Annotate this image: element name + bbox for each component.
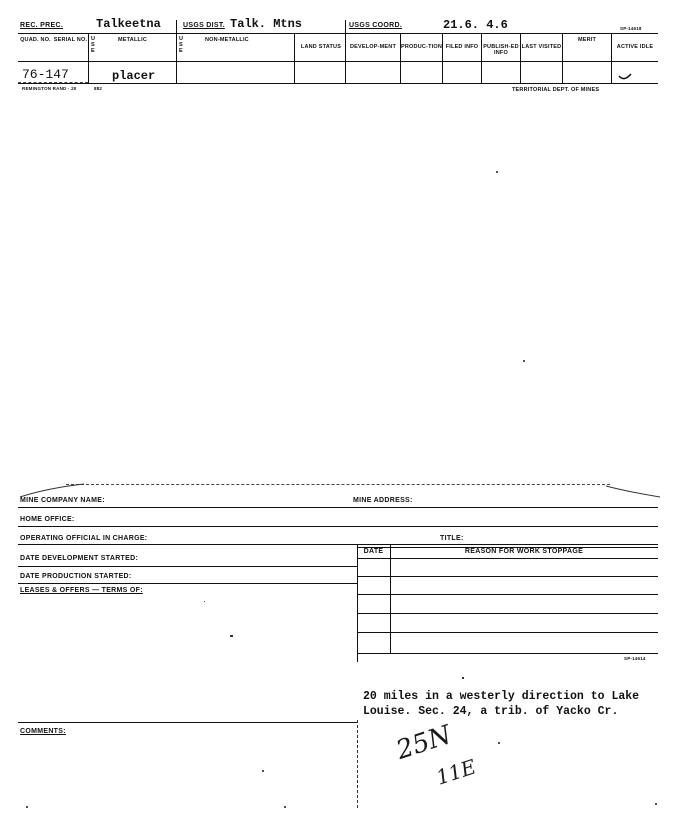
mine-company-name-label: MINE COMPANY NAME:	[20, 497, 105, 504]
quad-serial-value: 76-147	[22, 67, 69, 82]
home-office-label: HOME OFFICE:	[20, 516, 75, 523]
col-land-status: LAND STATUS	[300, 44, 342, 50]
form-code-2: SP-14614	[624, 656, 646, 661]
printer-code: 882	[94, 86, 103, 91]
printer-label: REMINGTON RAND · 20	[22, 86, 77, 91]
col-last-visited: LAST VISITED	[521, 44, 562, 50]
col-quad-no: QUAD. NO.	[20, 37, 51, 43]
check-mark-icon	[616, 68, 646, 82]
metallic-value: placer	[112, 69, 156, 83]
comments-label: COMMENTS:	[20, 728, 66, 735]
col-metallic: METALLIC	[118, 37, 147, 43]
col-development: DEVELOP-MENT	[349, 44, 397, 50]
col-non-metallic: NON-METALLIC	[205, 37, 249, 43]
department-label: TERRITORIAL DEPT. OF MINES	[512, 87, 600, 93]
leases-offers-label: LEASES & OFFERS — TERMS OF:	[20, 587, 143, 594]
date-development-label: DATE DEVELOPMENT STARTED:	[20, 555, 139, 562]
location-description	[363, 689, 639, 719]
usgs-coord-label: USGS COORD.	[349, 22, 403, 29]
reason-col-header: REASON FOR WORK STOPPAGE	[464, 548, 584, 555]
rec-prec-label: REC. PREC.	[20, 22, 64, 29]
title-label: TITLE:	[440, 535, 464, 542]
col-production: PRODUC-TION	[401, 44, 443, 50]
usgs-coord-value: 21.6. 4.6	[443, 18, 508, 32]
operating-official-label: OPERATING OFFICIAL IN CHARGE:	[20, 535, 148, 542]
col-active-idle: ACTIVE IDLE	[616, 44, 654, 50]
col-use-2: U S E	[179, 36, 184, 54]
handwriting-11e: 11E	[433, 754, 479, 790]
torn-edge-right	[604, 484, 664, 500]
location-line-2: Louise. Sec. 24, a trib. of Yacko Cr.	[363, 705, 619, 718]
col-serial-no: SERIAL NO.	[53, 37, 88, 43]
usgs-dist-value: Talk. Mtns	[230, 17, 303, 31]
usgs-dist-label: USGS DIST.	[183, 22, 225, 29]
date-production-label: DATE PRODUCTION STARTED:	[20, 573, 132, 580]
date-col-header: DATE	[363, 548, 384, 555]
rec-prec-value: Talkeetna	[96, 17, 161, 31]
form-code: SP-14618	[620, 26, 642, 31]
mine-address-label: MINE ADDRESS:	[353, 497, 413, 504]
col-published-info: PUBLISH-ED INFO	[483, 44, 519, 56]
col-use-1: U S E	[91, 36, 96, 54]
location-line-1: 20 miles in a westerly direction to Lake	[363, 690, 640, 703]
handwriting-25n: 25N	[392, 720, 456, 766]
col-filed-info: FILED INFO	[445, 44, 479, 50]
col-merit: MERIT	[577, 37, 597, 43]
